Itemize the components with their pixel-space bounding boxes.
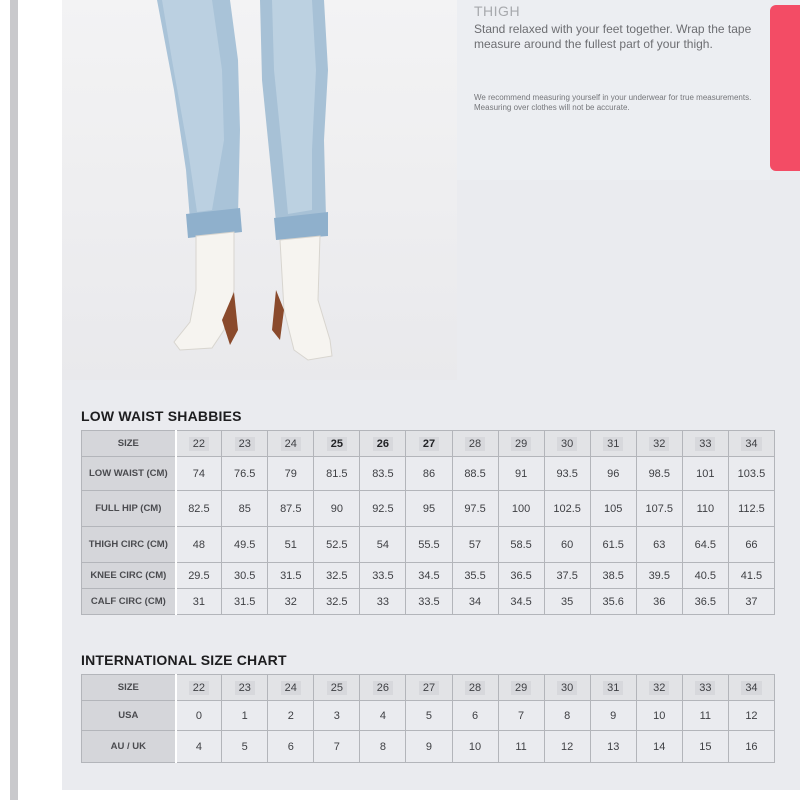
table-row (82, 457, 775, 491)
thigh-heading: THIGH (474, 3, 521, 19)
table-cell: 7 (314, 731, 360, 763)
table-cell: 6 (268, 731, 314, 763)
table-cell: 31.5 (222, 589, 268, 615)
table-cell: 41.5 (728, 563, 774, 589)
row-label: FULL HIP (CM) (82, 491, 176, 527)
size-cell: 22 (176, 675, 222, 701)
size-cell: 34 (728, 431, 774, 457)
table-cell: 83.5 (360, 457, 406, 491)
table-cell: 33.5 (360, 563, 406, 589)
table-cell: 60 (544, 527, 590, 563)
model-photo (62, 0, 457, 380)
table-cell: 15 (682, 731, 728, 763)
table-cell: 81.5 (314, 457, 360, 491)
table-cell: 35.6 (590, 589, 636, 615)
table-cell: 0 (176, 701, 222, 731)
international-table (81, 674, 775, 763)
table-cell: 96 (590, 457, 636, 491)
size-cell: 23 (222, 675, 268, 701)
size-cell: 22 (176, 431, 222, 457)
table-cell: 103.5 (728, 457, 774, 491)
table-cell: 12 (728, 701, 774, 731)
table-cell: 79 (268, 457, 314, 491)
table-cell: 40.5 (682, 563, 728, 589)
measurement-note: We recommend measuring yourself in your underwear for true measurements. Measuring over clothes will not be accurate. (474, 93, 752, 112)
table-cell: 10 (636, 701, 682, 731)
table-cell: 39.5 (636, 563, 682, 589)
size-cell: 26 (360, 675, 406, 701)
size-cell: 28 (452, 675, 498, 701)
table-cell: 36.5 (498, 563, 544, 589)
table-row (82, 563, 775, 589)
table-cell: 3 (314, 701, 360, 731)
low-waist-table (81, 430, 775, 615)
table-row (82, 491, 775, 527)
size-cell: 27 (406, 431, 452, 457)
table-cell: 31.5 (268, 563, 314, 589)
table-cell: 49.5 (222, 527, 268, 563)
size-cell: 32 (636, 431, 682, 457)
table-cell: 11 (498, 731, 544, 763)
table-cell: 6 (452, 701, 498, 731)
table-cell: 86 (406, 457, 452, 491)
row-label: USA (82, 701, 176, 731)
size-cell: 25 (314, 675, 360, 701)
table-cell: 74 (176, 457, 222, 491)
table-cell: 34.5 (498, 589, 544, 615)
size-header-label: SIZE (82, 675, 176, 701)
table-cell: 35 (544, 589, 590, 615)
table-cell: 14 (636, 731, 682, 763)
row-label: LOW WAIST (CM) (82, 457, 176, 491)
table-cell: 34 (452, 589, 498, 615)
size-cell: 24 (268, 431, 314, 457)
size-cell: 31 (590, 431, 636, 457)
table-cell: 58.5 (498, 527, 544, 563)
table-cell: 90 (314, 491, 360, 527)
table-cell: 9 (590, 701, 636, 731)
table-cell: 92.5 (360, 491, 406, 527)
table-cell: 105 (590, 491, 636, 527)
table-row (82, 675, 775, 701)
table-cell: 66 (728, 527, 774, 563)
table-row (82, 701, 775, 731)
table-cell: 7 (498, 701, 544, 731)
size-header-label: SIZE (82, 431, 176, 457)
table-cell: 35.5 (452, 563, 498, 589)
side-tab[interactable] (770, 5, 800, 171)
table-cell: 33 (360, 589, 406, 615)
table-cell: 36 (636, 589, 682, 615)
row-label: KNEE CIRC (CM) (82, 563, 176, 589)
table-cell: 51 (268, 527, 314, 563)
table-cell: 100 (498, 491, 544, 527)
table-cell: 13 (590, 731, 636, 763)
size-cell: 24 (268, 675, 314, 701)
size-cell: 33 (682, 675, 728, 701)
table-cell: 37.5 (544, 563, 590, 589)
table-cell: 32 (268, 589, 314, 615)
size-cell: 30 (544, 675, 590, 701)
table-cell: 5 (222, 731, 268, 763)
table-cell: 48 (176, 527, 222, 563)
table-cell: 107.5 (636, 491, 682, 527)
size-cell: 29 (498, 431, 544, 457)
table-row (82, 431, 775, 457)
table-cell: 85 (222, 491, 268, 527)
size-cell: 30 (544, 431, 590, 457)
size-cell: 34 (728, 675, 774, 701)
table-cell: 2 (268, 701, 314, 731)
table-cell: 37 (728, 589, 774, 615)
table-cell: 93.5 (544, 457, 590, 491)
table-cell: 54 (360, 527, 406, 563)
table-cell: 82.5 (176, 491, 222, 527)
table-cell: 1 (222, 701, 268, 731)
table-cell: 97.5 (452, 491, 498, 527)
size-cell: 28 (452, 431, 498, 457)
table-cell: 91 (498, 457, 544, 491)
size-cell: 26 (360, 431, 406, 457)
table-cell: 5 (406, 701, 452, 731)
table-cell: 98.5 (636, 457, 682, 491)
table-cell: 30.5 (222, 563, 268, 589)
table-cell: 4 (360, 701, 406, 731)
size-cell: 23 (222, 431, 268, 457)
table-cell: 57 (452, 527, 498, 563)
table-cell: 8 (360, 731, 406, 763)
table-cell: 33.5 (406, 589, 452, 615)
size-cell: 32 (636, 675, 682, 701)
table-cell: 55.5 (406, 527, 452, 563)
table-cell: 52.5 (314, 527, 360, 563)
table-cell: 110 (682, 491, 728, 527)
thigh-instructions: Stand relaxed with your feet together. Wrap the tape measure around the fullest part of your thigh. (474, 22, 752, 51)
table-cell: 32.5 (314, 563, 360, 589)
size-cell: 29 (498, 675, 544, 701)
table-row (82, 731, 775, 763)
table-cell: 29.5 (176, 563, 222, 589)
table-cell: 76.5 (222, 457, 268, 491)
row-label: CALF CIRC (CM) (82, 589, 176, 615)
table-cell: 87.5 (268, 491, 314, 527)
size-cell: 31 (590, 675, 636, 701)
table-row (82, 527, 775, 563)
row-label: AU / UK (82, 731, 176, 763)
size-cell: 27 (406, 675, 452, 701)
table-cell: 8 (544, 701, 590, 731)
table-cell: 88.5 (452, 457, 498, 491)
table-cell: 112.5 (728, 491, 774, 527)
size-cell: 33 (682, 431, 728, 457)
table-cell: 63 (636, 527, 682, 563)
table-cell: 34.5 (406, 563, 452, 589)
left-border (10, 0, 18, 800)
table-cell: 61.5 (590, 527, 636, 563)
table-cell: 10 (452, 731, 498, 763)
table-cell: 102.5 (544, 491, 590, 527)
low-waist-title: LOW WAIST SHABBIES (81, 408, 242, 424)
jeans-boots-illustration (62, 0, 457, 380)
table-cell: 9 (406, 731, 452, 763)
table-cell: 11 (682, 701, 728, 731)
table-cell: 38.5 (590, 563, 636, 589)
table-cell: 4 (176, 731, 222, 763)
table-cell: 31 (176, 589, 222, 615)
table-cell: 36.5 (682, 589, 728, 615)
table-row (82, 589, 775, 615)
table-cell: 12 (544, 731, 590, 763)
size-cell: 25 (314, 431, 360, 457)
table-cell: 16 (728, 731, 774, 763)
table-cell: 64.5 (682, 527, 728, 563)
international-title: INTERNATIONAL SIZE CHART (81, 652, 287, 668)
table-cell: 101 (682, 457, 728, 491)
table-cell: 32.5 (314, 589, 360, 615)
table-cell: 95 (406, 491, 452, 527)
row-label: THIGH CIRC (CM) (82, 527, 176, 563)
